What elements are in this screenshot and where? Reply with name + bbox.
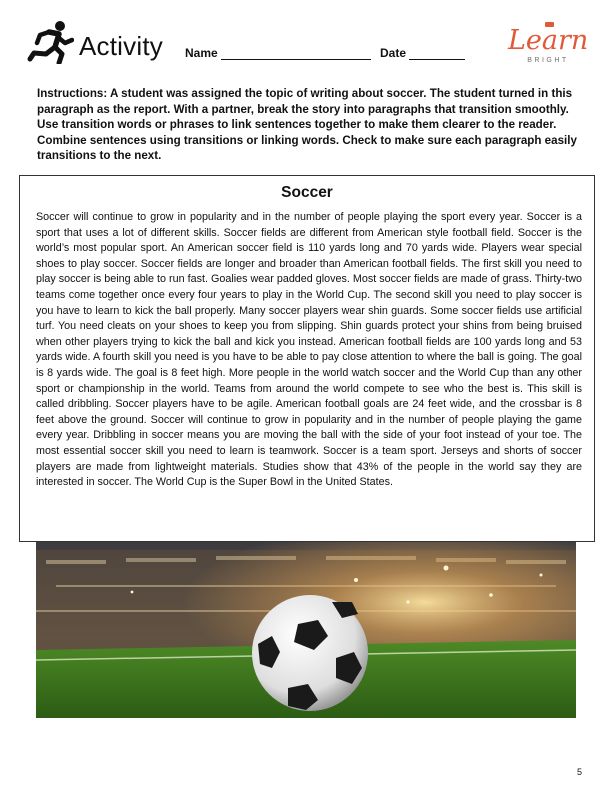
soccer-stadium-image (36, 540, 576, 718)
page-number: 5 (577, 767, 583, 777)
story-title: Soccer (281, 184, 333, 201)
name-line[interactable] (221, 47, 371, 60)
learn-bright-logo (508, 26, 588, 72)
date-line[interactable] (409, 47, 465, 60)
activity-heading: Activity (79, 31, 163, 61)
running-person-icon (22, 20, 74, 64)
logo-subtext: BRIGHT (527, 57, 569, 64)
date-field[interactable] (380, 46, 465, 60)
name-field[interactable] (185, 46, 371, 60)
logo-text: Learn (508, 25, 589, 56)
date-label: Date (380, 46, 407, 60)
story-box (19, 175, 595, 542)
name-label: Name (185, 46, 218, 60)
story-body: Soccer will continue to grow in popularity and in the number of people playing the sport every year. Soccer is a sport that uses a lot of different skills. Soccer fields are different from American style football field. Soccer is the world’s most popular sport. An American soccer field is 110 yards long and 70 yards wide. Players wear special shoes to play soccer. Soccer fields are longer and broader than American football fields. The first skill you need to play soccer is being able to run fast. Goalies wear padded gloves. Most soccer fields are made of grass. Thirty-two teams come together once every four years to play in the World Cup. The second skill you need to play soccer is you have to learn to kick the ball properly. Many soccer players wear shin guards. Some soccer fields use artificial turf. You need cleats on your shoes to keep you from slipping. Shin guards protect your shins from being bruised when other players trying to kick the ball and kick you instead. American football fields are 100 yards long and 53 yards wide. A fourth skill you need is you have to be able to pay close attention to where the ball is going. The goal is 8 yards wide. The goal is 8 feet high. More people in the world watch soccer and the World Cup than any other sport or championship in the world. Teams from around the world compete to see who the best is. This skill is called dribbling. Soccer players have to be agile. American football goals are 24 feet wide, and the crossbar is 8 feet above the ground. Soccer will continue to grow in popularity and in the number of people playing the game every year. Dribbling in soccer means you are moving the ball with the side of your foot instead of your toe. The most essential soccer skill you need to learn is teamwork. Soccer is a team sport. Jerseys and shorts of soccer players are made from lightweight materials. Studies show that 43% of the people in the world say they are interested in soccer. The World Cup is the Super Bowl in the United States. (36, 211, 582, 489)
instructions-text: Instructions: A student was assigned the topic of writing about soccer. The student turned in this paragraph as the report. With a partner, break the story into paragraphs that transition smoothly. Use transition words or phrases to link sentences together to make them clearer to the reader. Combine sentences using transitions or linking words. Check to make sure each paragraph easily transitions to the next. (37, 87, 577, 163)
